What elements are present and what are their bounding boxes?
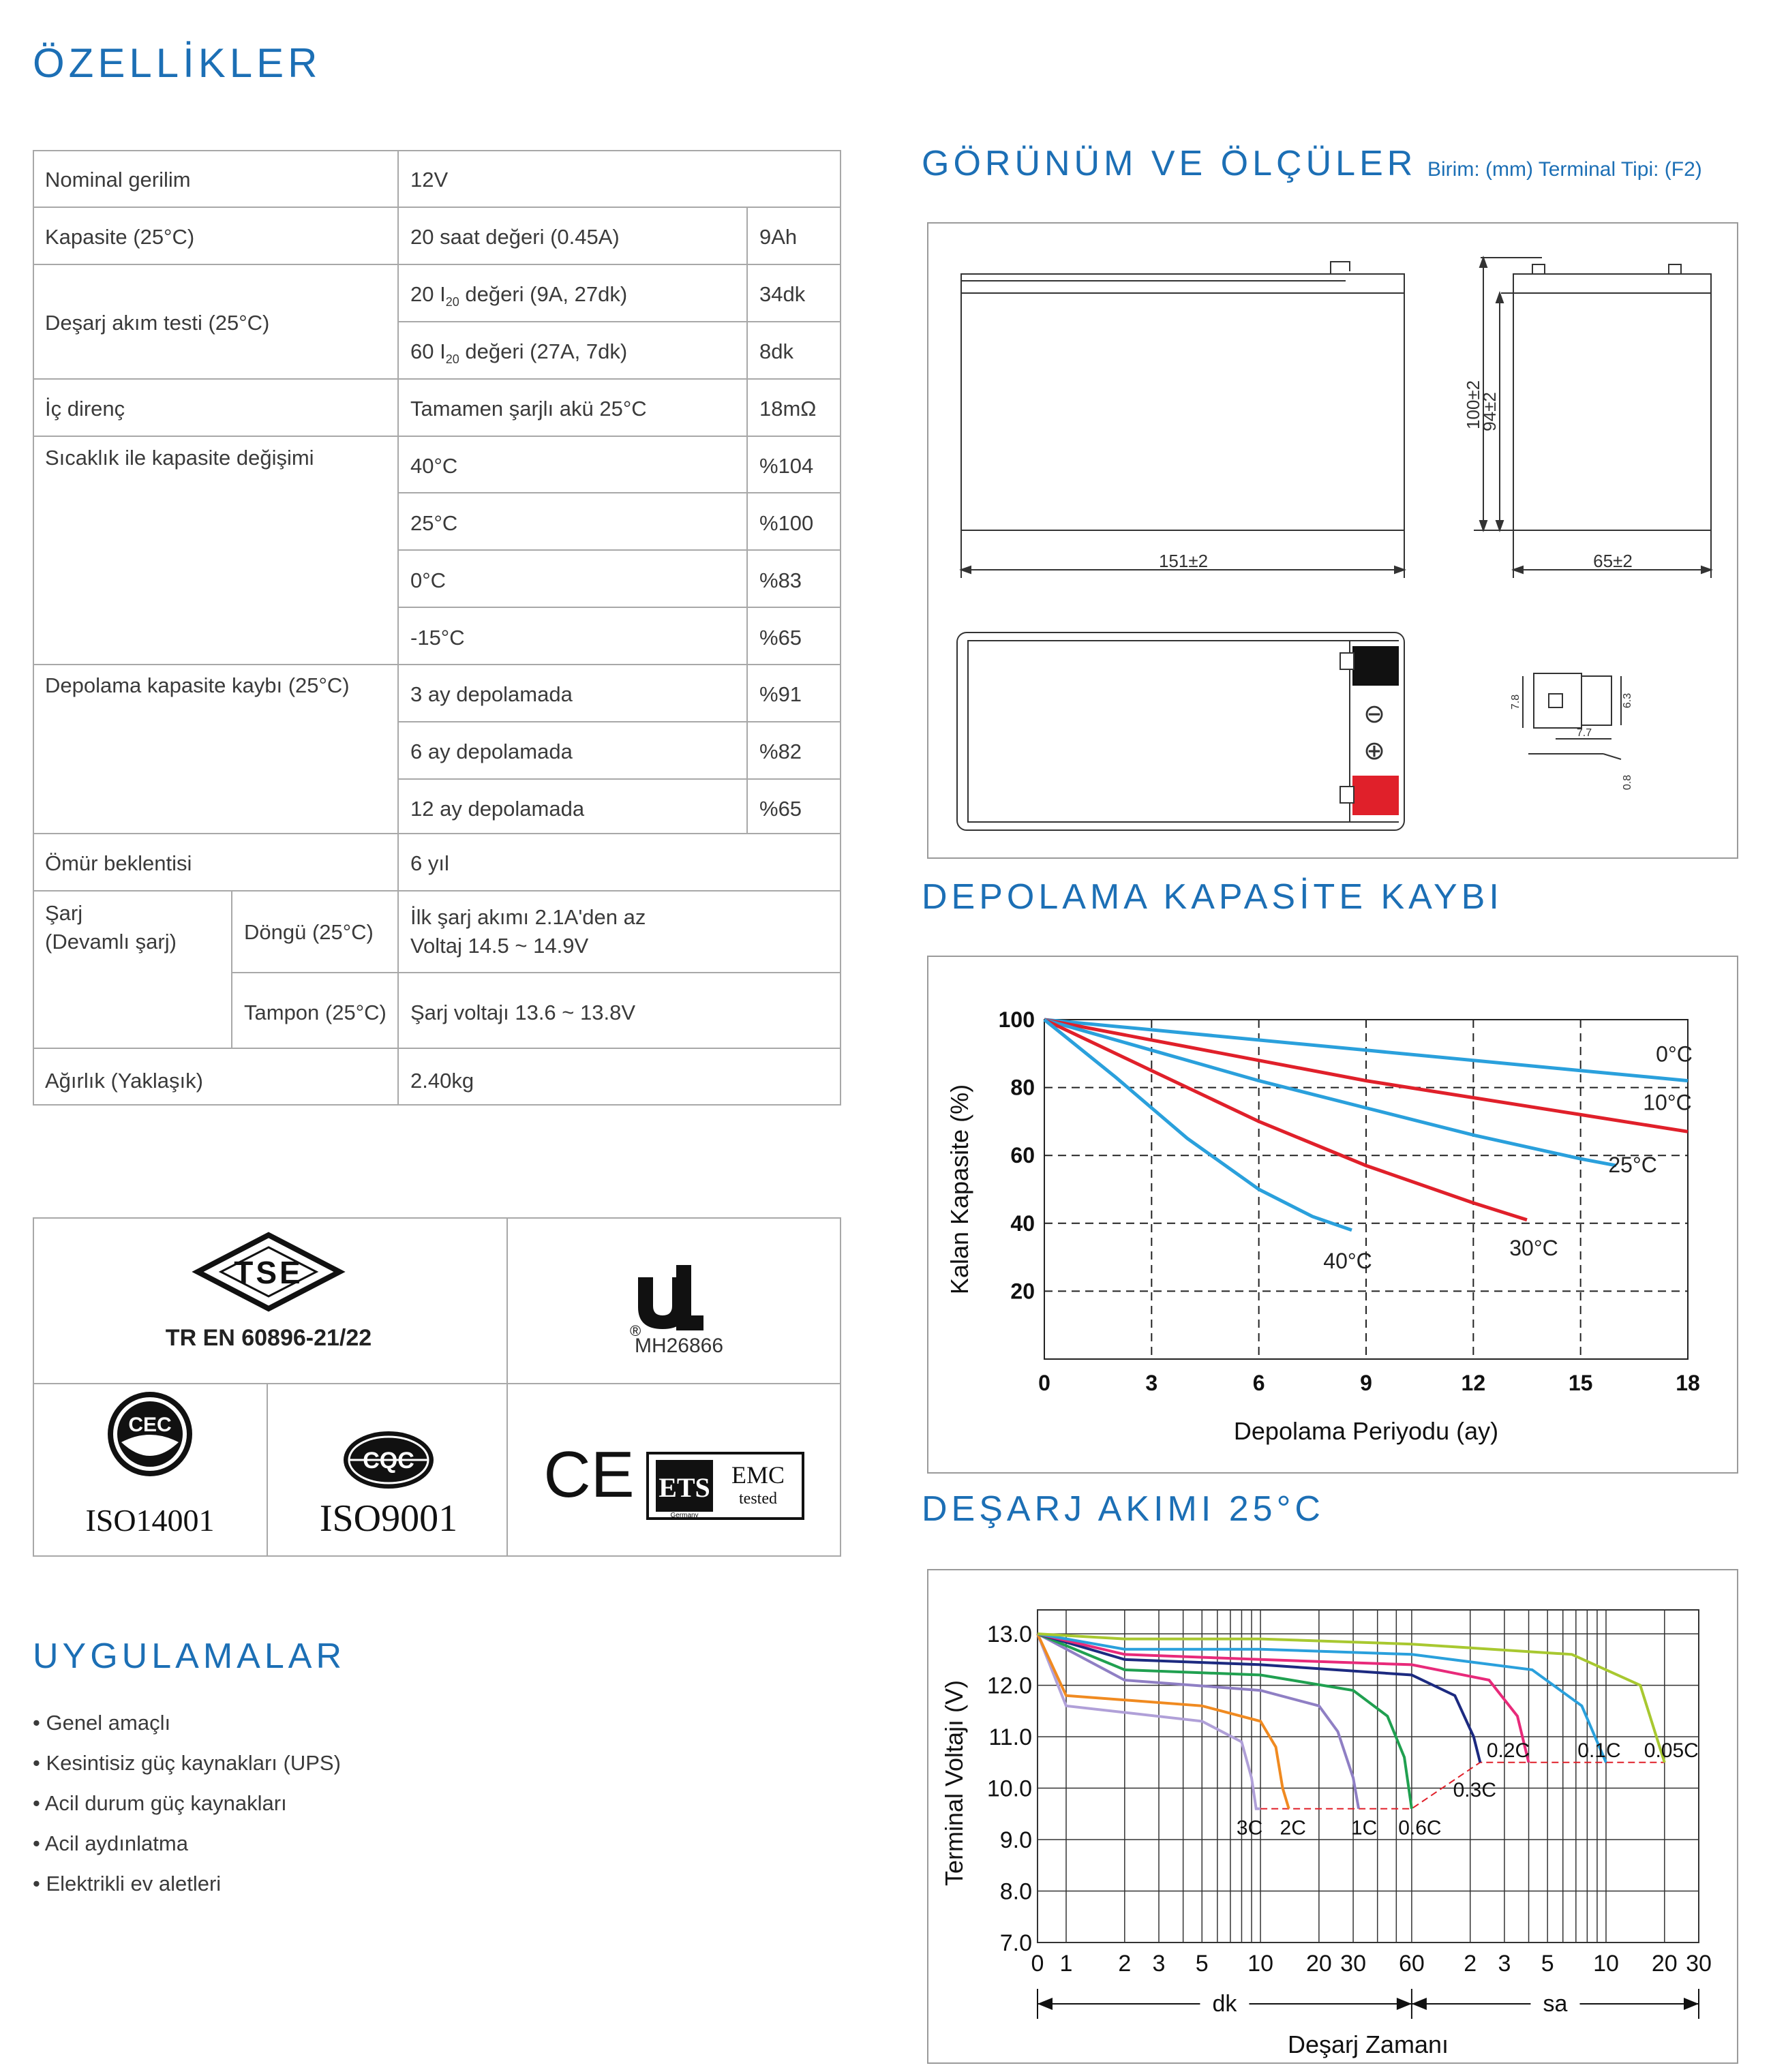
series-line <box>1038 1634 1412 1809</box>
x-tick-label: 0 <box>1031 1951 1044 1977</box>
spec-result: %65 <box>759 626 802 650</box>
spec-label: Şarj <box>45 901 83 925</box>
ul-code: MH26866 <box>634 1335 724 1357</box>
series-label: 40°C <box>1323 1248 1372 1273</box>
y-tick-label: 8.0 <box>999 1878 1032 1905</box>
y-tick-label: 20 <box>1010 1279 1035 1304</box>
series-line <box>1044 1020 1527 1220</box>
series-label: 30°C <box>1509 1235 1558 1260</box>
series-label: 0.6C <box>1398 1816 1442 1840</box>
series-label: 0.05C <box>1644 1739 1699 1762</box>
x-tick-label: 60 <box>1398 1951 1425 1977</box>
y-tick-label: 9.0 <box>999 1827 1032 1854</box>
spec-label: İç direnç <box>45 397 125 421</box>
spec-value-part: 60 I <box>410 339 446 363</box>
series-label: 25°C <box>1608 1153 1657 1178</box>
section-title-depolama: DEPOLAMA KAPASİTE KAYBI <box>922 877 1503 917</box>
x-tick-label: 12 <box>1461 1371 1486 1395</box>
plus-symbol: ⊕ <box>1363 735 1385 765</box>
dim-height-body: 94±2 <box>1479 392 1500 431</box>
series-label: 2C <box>1280 1816 1306 1840</box>
dimensions-panel <box>927 222 1738 859</box>
x-tick-label: 9 <box>1360 1371 1372 1395</box>
spec-result: %91 <box>759 682 802 706</box>
spec-result: %104 <box>759 454 814 478</box>
list-item: • Elektrikli ev aletleri <box>33 1872 222 1895</box>
spec-value: 0°C <box>410 568 446 592</box>
page-title: ÖZELLİKLER <box>33 40 322 86</box>
spec-value: 25°C <box>410 511 458 535</box>
series-label: 3C <box>1236 1816 1263 1840</box>
dim-terminal-2: 6.3 <box>1622 692 1633 709</box>
x-tick-label: 2 <box>1464 1951 1477 1977</box>
spec-result: %65 <box>759 797 802 821</box>
series-label: 0.3C <box>1453 1778 1496 1801</box>
x-tick-label: 3 <box>1498 1951 1511 1977</box>
series-line <box>1044 1020 1688 1081</box>
storage-chart-panel <box>927 956 1738 1474</box>
positive-terminal <box>1352 776 1399 815</box>
series-label: 0.1C <box>1577 1739 1621 1762</box>
germany-text: Germany <box>670 1512 699 1519</box>
spec-value: 12V <box>410 168 449 192</box>
x-tick-label: 5 <box>1195 1951 1209 1977</box>
spec-value: -15°C <box>410 626 465 650</box>
x-tick-label: 30 <box>1686 1951 1712 1977</box>
spec-result: 8dk <box>759 339 793 363</box>
spec-value-part: 20 I <box>410 282 446 306</box>
spec-label: (Devamlı şarj) <box>45 930 177 954</box>
tse-logo-text: TSE <box>234 1255 303 1290</box>
spec-sublabel: Tampon (25°C) <box>244 1001 387 1024</box>
dim-terminal-1: 7.8 <box>1510 694 1522 710</box>
x-tick-label: 2 <box>1118 1951 1132 1977</box>
spec-label: Ağırlık (Yaklaşık) <box>45 1069 203 1093</box>
spec-sublabel: Döngü (25°C) <box>244 920 374 944</box>
applications-list <box>33 1711 341 1912</box>
y-tick-label: 13.0 <box>986 1621 1032 1648</box>
spec-result: %82 <box>759 740 802 763</box>
spec-label: Ömür beklentisi <box>45 851 192 875</box>
iso14001-label: ISO14001 <box>85 1503 215 1538</box>
spec-value <box>410 338 627 368</box>
tested-text: tested <box>739 1490 777 1508</box>
x-tick-label: 0 <box>1038 1371 1050 1395</box>
dim-width: 65±2 <box>1593 551 1633 571</box>
subscript: 20 <box>445 295 459 309</box>
discharge-chart-panel <box>927 1569 1738 2064</box>
arrow-head <box>1038 1998 1053 2010</box>
y-tick-label: 12.0 <box>986 1673 1032 1699</box>
spec-table <box>33 150 841 1106</box>
cqc-logo-text: CQC <box>363 1448 414 1474</box>
spec-value: 40°C <box>410 454 458 478</box>
list-item: • Acil durum güç kaynakları <box>33 1791 287 1815</box>
y-axis-label: Terminal Voltajı (V) <box>940 1679 968 1887</box>
x-tick-label: 15 <box>1568 1371 1593 1395</box>
section-title-uygulamalar: UYGULAMALAR <box>33 1636 346 1676</box>
spec-value: Tamamen şarjlı akü 25°C <box>410 397 647 421</box>
series-label: 1C <box>1350 1816 1378 1840</box>
y-tick-label: 100 <box>998 1007 1035 1032</box>
spec-result: 34dk <box>759 282 806 306</box>
certificates-grid <box>33 1217 841 1557</box>
cec-logo-text: CEC <box>128 1414 172 1436</box>
spec-value: 2.40kg <box>410 1069 474 1093</box>
arrow-head <box>1684 1998 1699 2010</box>
x-tick-label: 5 <box>1541 1951 1554 1977</box>
emc-text: EMC <box>731 1461 785 1489</box>
y-tick-label: 80 <box>1010 1075 1035 1100</box>
list-item: • Genel amaçlı <box>33 1711 171 1735</box>
ce-mark: CE <box>543 1438 635 1511</box>
discharge-chart <box>928 1570 1737 2062</box>
ets-emc-logo <box>648 1453 803 1519</box>
spec-value: Voltaj 14.5 ~ 14.9V <box>410 934 589 958</box>
dim-height-total: 100±2 <box>1463 380 1483 430</box>
x-tick-label: 18 <box>1676 1371 1700 1395</box>
y-tick-label: 7.0 <box>999 1930 1032 1956</box>
spec-label: Sıcaklık ile kapasite değişimi <box>45 446 314 470</box>
spec-label: Deşarj akım testi (25°C) <box>45 311 270 335</box>
y-tick-label: 60 <box>1010 1143 1035 1168</box>
spec-label: Kapasite (25°C) <box>45 225 195 249</box>
storage-chart <box>928 957 1737 1472</box>
dim-terminal-3: 7.7 <box>1576 727 1592 739</box>
x-unit-label: dk <box>1212 1991 1237 2017</box>
series-line <box>1044 1020 1616 1166</box>
arrow-head <box>1397 1998 1412 2010</box>
series-label: 0°C <box>1656 1041 1693 1067</box>
subscript: 20 <box>445 352 459 367</box>
dim-length: 151±2 <box>1158 551 1209 571</box>
x-tick-label: 6 <box>1252 1371 1265 1395</box>
spec-value: 6 ay depolamada <box>410 740 573 763</box>
x-tick-label: 1 <box>1059 1951 1073 1977</box>
dim-terminal-4: 0.8 <box>1622 774 1633 791</box>
cqc-logo <box>344 1431 434 1489</box>
x-tick-label: 20 <box>1305 1951 1332 1977</box>
spec-result: 9Ah <box>759 225 798 249</box>
arrow-head <box>1412 1998 1427 2010</box>
ets-text: ETS <box>659 1472 710 1503</box>
certificates-panel <box>33 1217 841 1557</box>
x-tick-label: 20 <box>1651 1951 1678 1977</box>
y-tick-label: 11.0 <box>988 1724 1032 1751</box>
x-tick-label: 3 <box>1152 1951 1166 1977</box>
spec-value: 12 ay depolamada <box>410 797 585 821</box>
x-tick-label: 10 <box>1593 1951 1619 1977</box>
x-unit-label: sa <box>1543 1991 1568 2017</box>
minus-symbol: ⊖ <box>1363 699 1385 729</box>
spec-value-part: değeri (27A, 7dk) <box>459 339 628 363</box>
list-item: • Kesintisiz güç kaynakları (UPS) <box>33 1751 341 1775</box>
spec-value: İlk şarj akımı 2.1A'den az <box>410 905 646 929</box>
list-item: • Acil aydınlatma <box>33 1831 188 1855</box>
spec-label: Nominal gerilim <box>45 168 191 192</box>
section-title-desarj: DEŞARJ AKIMI 25°C <box>922 1489 1325 1529</box>
negative-terminal <box>1352 646 1399 686</box>
unit-note: Birim: (mm) Terminal Tipi: (F2) <box>1427 158 1702 181</box>
spec-value <box>410 281 627 311</box>
ul-logo <box>630 1265 703 1339</box>
cec-logo <box>108 1392 192 1476</box>
y-tick-label: 40 <box>1010 1210 1035 1236</box>
x-axis-label: Deşarj Zamanı <box>1287 2030 1449 2058</box>
spec-value: 6 yıl <box>410 851 449 875</box>
y-tick-label: 10.0 <box>986 1776 1032 1802</box>
spec-value: Şarj voltajı 13.6 ~ 13.8V <box>410 1001 636 1024</box>
spec-result: %83 <box>759 568 802 592</box>
x-axis-label: Depolama Periyodu (ay) <box>1233 1417 1499 1445</box>
series-line <box>1044 1020 1352 1230</box>
y-axis-label: Kalan Kapasite (%) <box>945 1084 973 1295</box>
spec-value: 3 ay depolamada <box>410 682 573 706</box>
x-tick-label: 30 <box>1340 1951 1367 1977</box>
iso9001-label: ISO9001 <box>319 1497 458 1540</box>
dimensions-drawing <box>928 224 1737 857</box>
series-label: 10°C <box>1643 1090 1692 1115</box>
spec-label: Depolama kapasite kaybı (25°C) <box>45 673 350 697</box>
spec-value: 20 saat değeri (0.45A) <box>410 225 620 249</box>
spec-result: %100 <box>759 511 814 535</box>
tse-standard: TR EN 60896-21/22 <box>165 1325 372 1351</box>
spec-value-part: değeri (9A, 27dk) <box>459 282 628 306</box>
section-title-gorunum: GÖRÜNÜM VE ÖLÇÜLER <box>922 144 1417 183</box>
ul-registered: ® <box>630 1322 641 1339</box>
x-tick-label: 10 <box>1247 1951 1273 1977</box>
x-tick-label: 3 <box>1145 1371 1158 1395</box>
tse-logo <box>198 1235 339 1309</box>
spec-result: 18mΩ <box>759 397 817 421</box>
series-label: 0.2C <box>1486 1739 1530 1762</box>
